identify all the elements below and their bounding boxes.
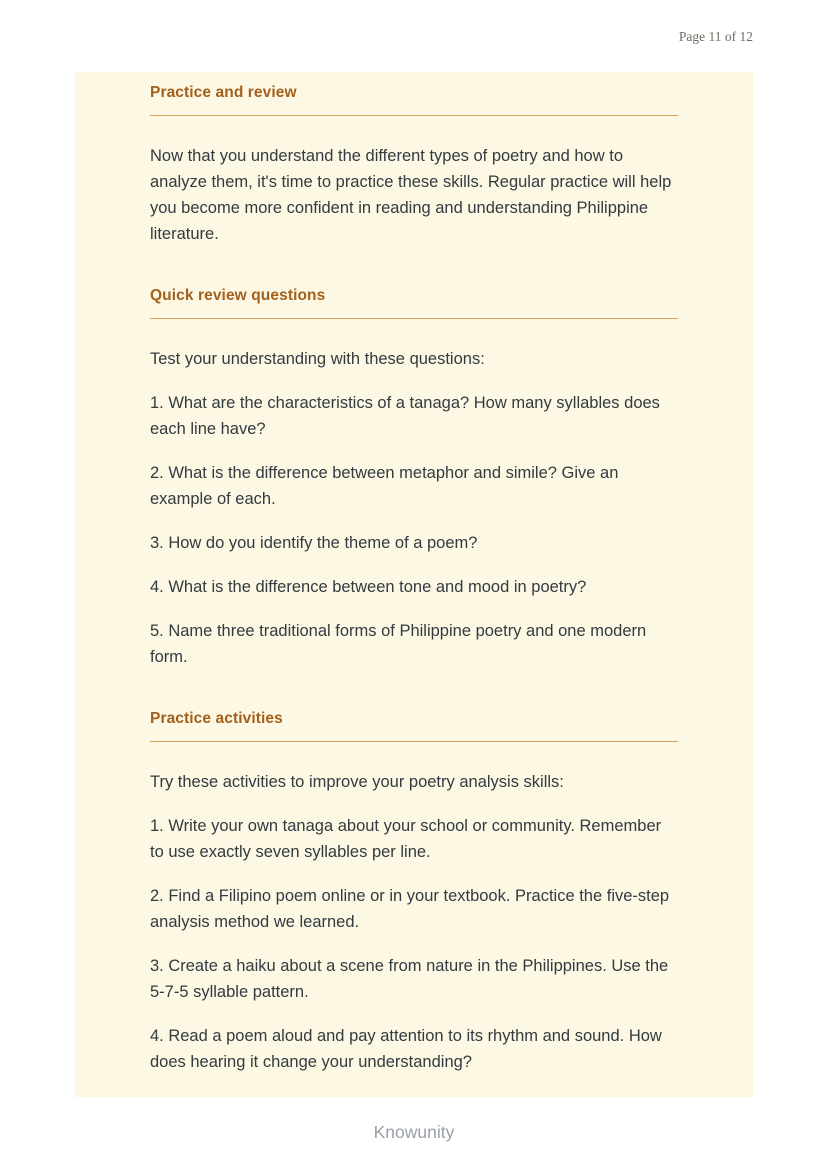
question-item: 4. What is the difference between tone and mood in poetry?: [150, 578, 587, 596]
heading-rule: [150, 741, 678, 742]
section-practice-and-review: [150, 84, 678, 247]
section-quick-review-questions: [150, 287, 678, 670]
section-heading: Quick review questions: [150, 287, 326, 304]
page-number: Page 11 of 12: [678, 29, 753, 44]
section-practice-activities: [150, 710, 678, 1075]
activity-item: 3. Create a haiku about a scene from nature in the Philippines. Use the 5-7-5 syllable pattern.: [150, 957, 669, 1001]
section-heading: Practice activities: [150, 710, 283, 727]
section-heading: Practice and review: [150, 84, 297, 101]
paragraph: Test your understanding with these questions:: [150, 350, 485, 368]
heading-rule: [150, 318, 678, 319]
paragraph: Now that you understand the different types of poetry and how to analyze them, it's time to practice these skills. Regular practice will help you become more confident in reading and understanding Philippine literature.: [150, 147, 672, 243]
question-item: 2. What is the difference between metaphor and simile? Give an example of each.: [150, 464, 619, 508]
heading-rule: [150, 115, 678, 116]
question-item: 3. How do you identify the theme of a poem?: [150, 534, 478, 552]
question-item: 5. Name three traditional forms of Philippine poetry and one modern form.: [150, 622, 647, 666]
question-item: 1. What are the characteristics of a tanaga? How many syllables does each line have?: [150, 394, 660, 438]
footer-brand: Knowunity: [373, 1122, 455, 1142]
content-card: [75, 72, 753, 1097]
activity-item: 2. Find a Filipino poem online or in your textbook. Practice the five-step analysis method we learned.: [150, 887, 670, 931]
activity-item: 4. Read a poem aloud and pay attention to its rhythm and sound. How does hearing it change your understanding?: [150, 1027, 662, 1071]
paragraph: Try these activities to improve your poetry analysis skills:: [150, 773, 564, 791]
activity-item: 1. Write your own tanaga about your school or community. Remember to use exactly seven syllables per line.: [150, 817, 662, 861]
